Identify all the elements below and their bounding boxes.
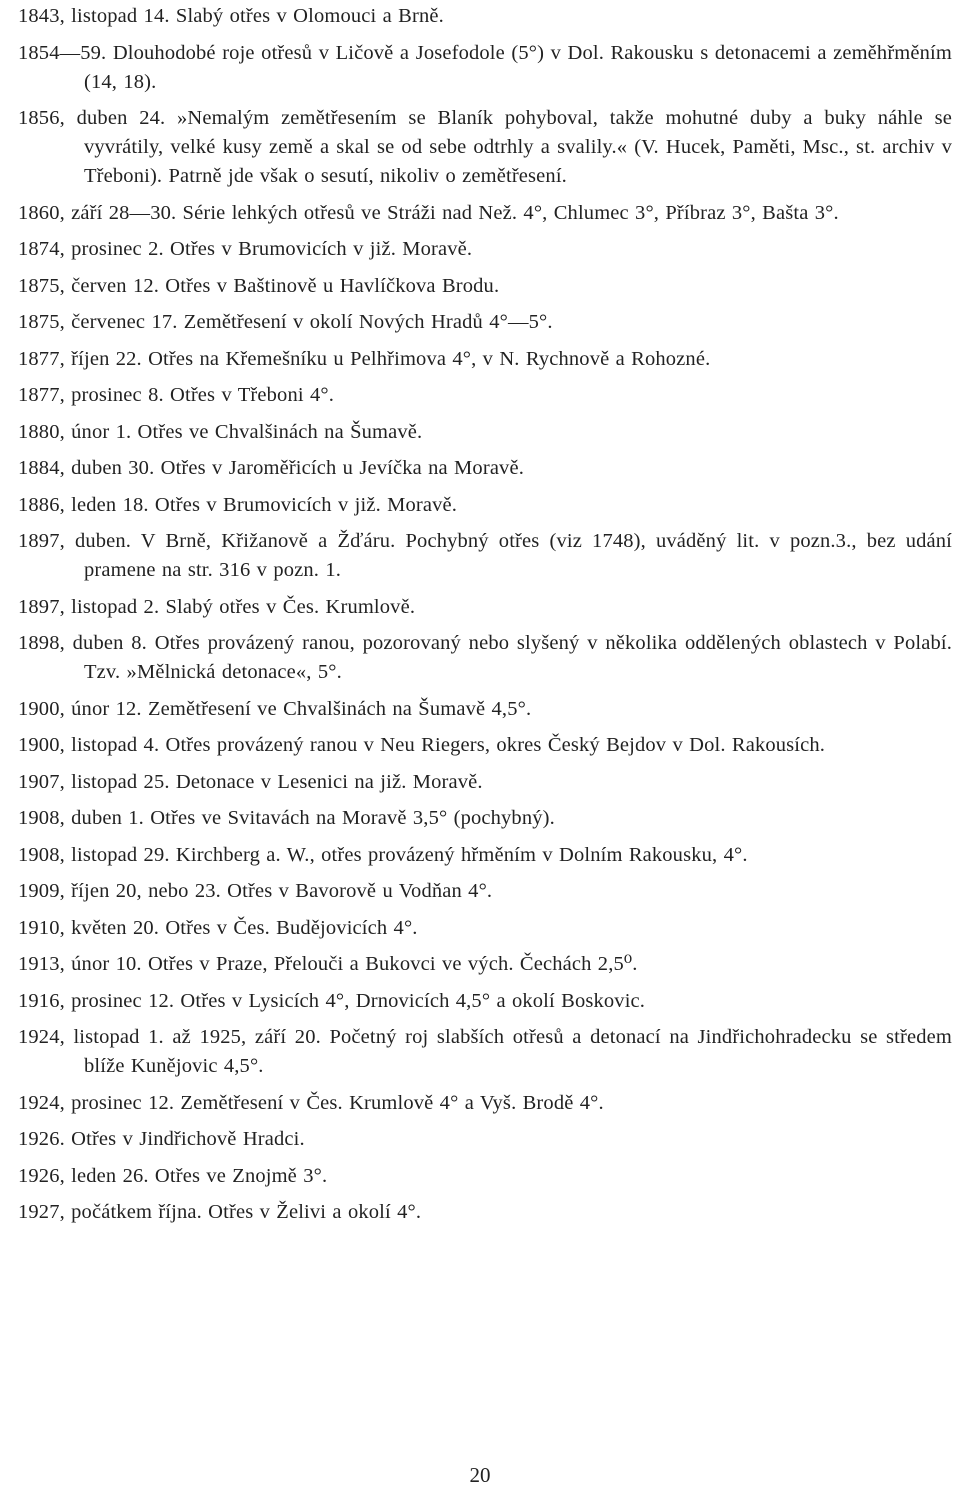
list-item: 1910, květen 20. Otřes v Čes. Budějovicích 4°.	[18, 916, 418, 939]
list-item: 1907, listopad 25. Detonace v Lesenici na již. Moravě.	[18, 770, 483, 793]
list-item: 1913, únor 10. Otřes v Praze, Přelouči a Bukovci ve vých. Čechách 2,5⁰.	[18, 953, 638, 975]
list-item: 1909, říjen 20, nebo 23. Otřes v Bavorově u Vodňan 4°.	[18, 880, 493, 902]
list-item: 1877, prosinec 8. Otřes v Třeboni 4°.	[18, 384, 334, 406]
list-item: 1884, duben 30. Otřes v Jaroměřicích u Jevíčka na Moravě.	[18, 457, 524, 479]
list-item: 1900, listopad 4. Otřes provázený ranou v Neu Riegers, okres Český Bejdov v Dol. Rakousích.	[18, 734, 826, 756]
page-number: 20	[469, 1463, 491, 1487]
list-item: 1924, prosinec 12. Zemětřesení v Čes. Krumlově 4° a Vyš. Brodě 4°.	[18, 1091, 604, 1114]
list-item: 1926. Otřes v Jindřichově Hradci.	[18, 1128, 305, 1150]
list-item: 1898, duben 8. Otřes provázený ranou, pozorovaný nebo slyšený v několika oddělených oblastech v Polabí. Tzv. »Mělnická detonace«, 5°.	[18, 632, 952, 683]
list-item: 1908, duben 1. Otřes ve Svitavách na Moravě 3,5° (pochybný).	[18, 807, 555, 829]
list-item: 1924, listopad 1. až 1925, září 20. Početný roj slabších otřesů a detonací na Jindřichohradecku se středem blíže Kunějovic 4,5°.	[18, 1026, 952, 1077]
list-item: 1874, prosinec 2. Otřes v Brumovicích v již. Moravě.	[18, 238, 473, 260]
list-item: 1916, prosinec 12. Otřes v Lysicích 4°, Drnovicích 4,5° a okolí Boskovic.	[18, 989, 646, 1012]
list-item: 1854—59. Dlouhodobé roje otřesů v Ličově a Josefodole (5°) v Dol. Rakousku s detonacemi a zeměhřměním (14, 18).	[18, 41, 952, 93]
list-item: 1886, leden 18. Otřes v Brumovicích v již. Moravě.	[18, 493, 458, 516]
list-item: 1843, listopad 14. Slabý otřes v Olomouci a Brně.	[18, 5, 444, 27]
list-item: 1926, leden 26. Otřes ve Znojmě 3°.	[18, 1164, 328, 1187]
list-item: 1875, červen 12. Otřes v Baštinově u Havlíčkova Brodu.	[18, 274, 500, 297]
list-item: 1860, září 28—30. Série lehkých otřesů ve Stráži nad Než. 4°, Chlumec 3°, Příbraz 3°, Bašta 3°.	[18, 201, 839, 224]
list-item: 1856, duben 24. »Nemalým zemětřesením se Blaník pohyboval, takže mohutné duby a buky náhle se vyvrátily, velké kusy země a skal se od sebe odtrhly a svalily.« (V. Hucek, Paměti, Msc., st. archiv v Třeboni). Patrně jde však o sesutí, nikoliv o zemětřesení.	[18, 107, 952, 187]
list-item: 1908, listopad 29. Kirchberg a. W., otřes provázený hřměním v Dolním Rakousku, 4°.	[18, 843, 748, 866]
list-item: 1880, únor 1. Otřes ve Chvalšinách na Šumavě.	[18, 420, 423, 443]
list-item: 1875, červenec 17. Zemětřesení v okolí Nových Hradů 4°—5°.	[18, 311, 553, 333]
list-item: 1877, říjen 22. Otřes na Křemešníku u Pelhřimova 4°, v N. Rychnově a Rohozné.	[18, 347, 711, 370]
list-item: 1927, počátkem října. Otřes v Želivi a okolí 4°.	[18, 1201, 422, 1223]
list-item: 1897, listopad 2. Slabý otřes v Čes. Krumlově.	[18, 595, 416, 618]
list-item: 1900, únor 12. Zemětřesení ve Chvalšinách na Šumavě 4,5°.	[18, 697, 532, 720]
chronology-list	[18, 2, 952, 1235]
list-item: 1897, duben. V Brně, Křižanově a Žďáru. Pochybný otřes (viz 1748), uváděný lit. v pozn.3., bez udání pramene na str. 316 v pozn. 1.	[18, 530, 952, 581]
